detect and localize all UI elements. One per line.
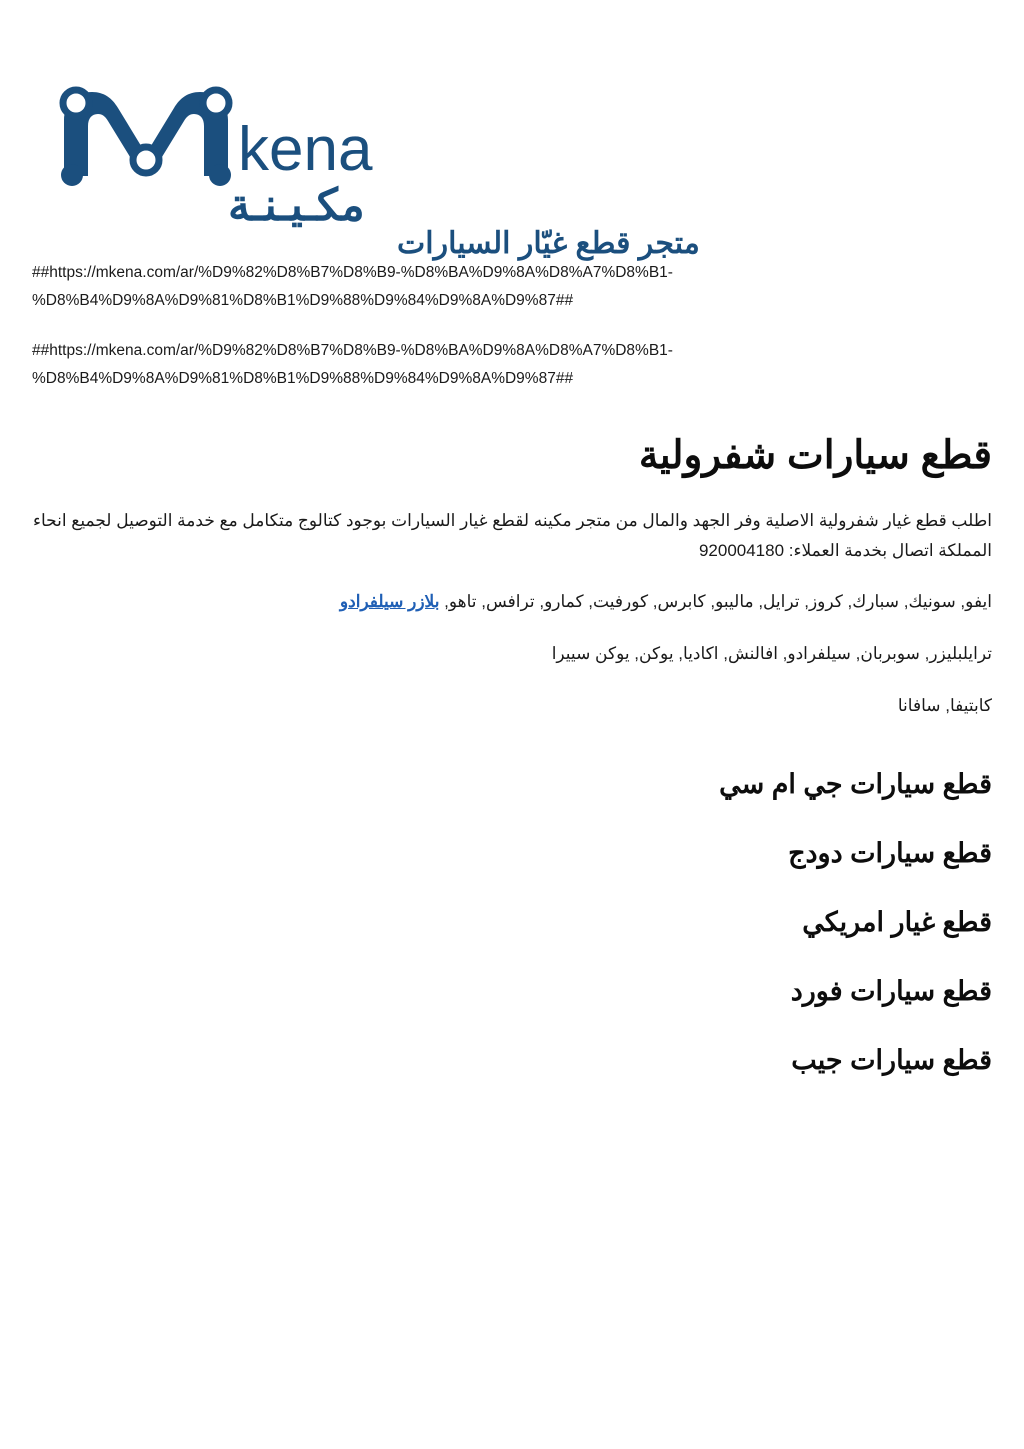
logo-arabic-text: مكـيـنـة <box>228 181 365 230</box>
category-heading-ford: قطع سيارات فورد <box>790 975 992 1006</box>
models-paragraph-3: كابتيفا, سافانا <box>897 695 992 715</box>
logo-tagline: متجر قطع غيّار السيارات <box>397 227 700 260</box>
category-heading-list <box>32 767 992 1078</box>
models-paragraph-1 <box>32 587 992 617</box>
url-line: ##https://mkena.com/ar/%D9%82%D8%B7%D8%B9-%D8%BA%D9%8A%D8%A7%D8%B1- <box>32 264 673 281</box>
logo-latin-text: kena <box>238 115 373 184</box>
logo-graphic <box>42 48 700 260</box>
url-line: %D8%B4%D9%8A%D9%81%D8%B1%D9%88%D9%84%D9%8A%D9%87## <box>32 292 574 310</box>
models-text-before-link: ايفو, سونيك, سبارك, كروز, ترايل, ماليبو, كابرس, كورفيت, كمارو, ترافس, تاهو, <box>439 592 992 612</box>
category-heading-american: قطع غيار امريكي <box>802 906 992 937</box>
category-heading-gmc: قطع سيارات جي ام سي <box>719 768 992 799</box>
page-title: قطع سيارات شفرولية <box>638 434 992 478</box>
category-heading-jeep: قطع سيارات جيب <box>791 1044 992 1075</box>
url-block-2 <box>32 339 992 391</box>
category-heading-dodge: قطع سيارات دودج <box>788 837 992 868</box>
url-line: %D8%B4%D9%8A%D9%81%D8%B1%D9%88%D9%84%D9%8A%D9%87## <box>32 370 574 388</box>
url-block-1 <box>32 261 992 313</box>
intro-paragraph: اطلب قطع غيار شفرولية الاصلية وفر الجهد والمال من متجر مكينه لقطع غيار السيارات بوجود كتالوج متكامل مع خدمة التوصيل لجميع انحاء المملكة اتصال بخدمة العملاء: 920004180 <box>32 510 992 560</box>
models-inline-link[interactable]: بلازر سيلفرادو <box>339 592 440 612</box>
models-paragraph-2: ترايلبليزر, سوبربان, سيلفرادو, افالنش, اكاديا, يوكن, يوكن سييرا <box>551 644 992 663</box>
url-line: ##https://mkena.com/ar/%D9%82%D8%B7%D8%B9-%D8%BA%D9%8A%D8%A7%D8%B1- <box>32 342 673 360</box>
site-logo <box>32 40 992 260</box>
